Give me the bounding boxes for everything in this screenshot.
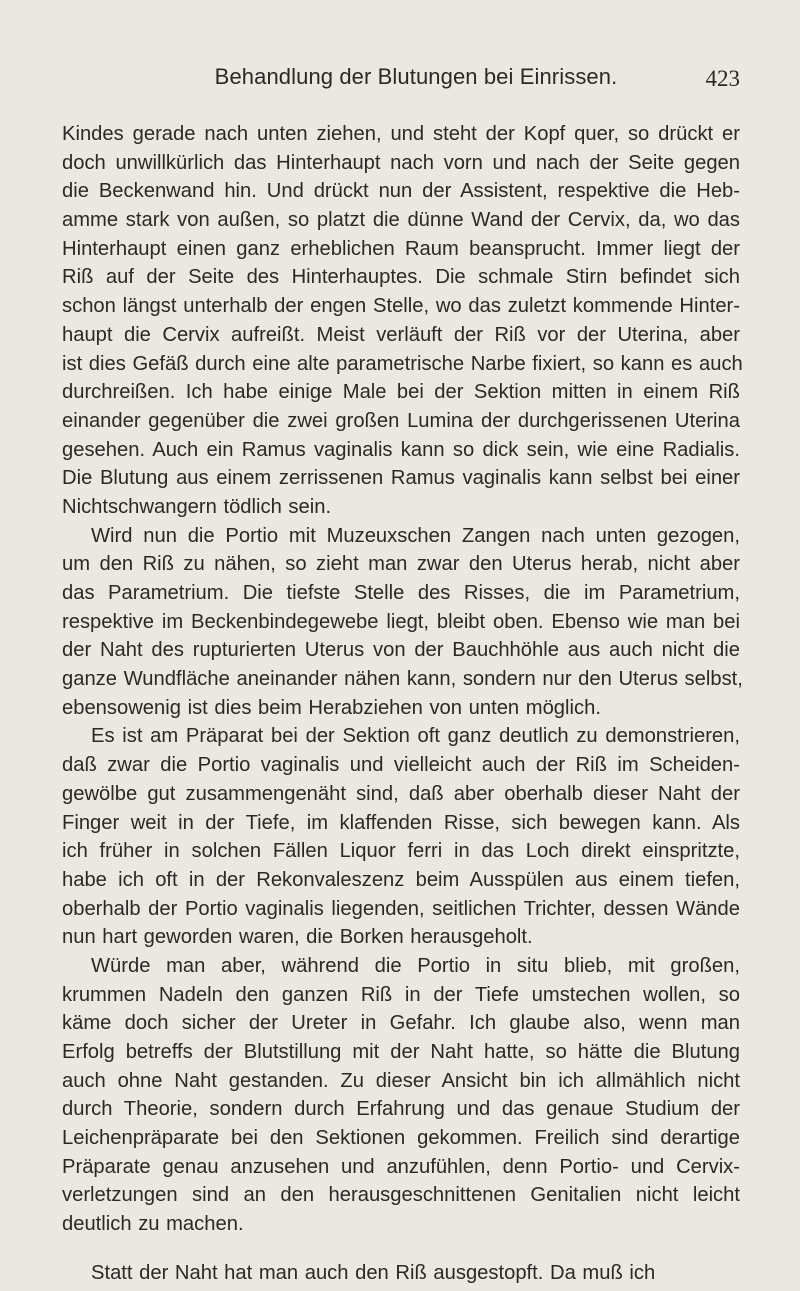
text-line: ebensowenig ist dies beim Herabziehen von unten möglich. <box>62 696 601 719</box>
text-line: oberhalb der Portio vaginalis liegenden, seitlichen Trichter, dessen Wände <box>62 897 740 920</box>
paragraph-gap <box>62 1239 740 1259</box>
text-line: deutlich zu machen. <box>62 1213 244 1236</box>
paragraph <box>62 522 743 723</box>
text-line: krummen Nadeln den ganzen Riß in der Tiefe umstechen wollen, so <box>62 983 740 1006</box>
text-line: der Naht des rupturierten Uterus von der Bauchhöhle aus auch nicht die <box>62 639 740 662</box>
text-line: doch unwillkürlich das Hinterhaupt nach vorn und nach der Seite gegen <box>62 151 740 174</box>
text-line: das Parametrium. Die tiefste Stelle des Risses, die im Parametrium, <box>62 582 740 604</box>
text-line: die Beckenwand hin. Und drückt nun der Assistent, respektive die Heb- <box>62 180 740 203</box>
text-line: Hinterhaupt einen ganz erheblichen Raum beansprucht. Immer liegt der <box>62 237 740 260</box>
text-line: ganze Wundfläche aneinander nähen kann, sondern nur den Uterus selbst, <box>62 668 743 691</box>
body-text <box>62 120 743 1288</box>
text-line: daß zwar die Portio vaginalis und vielleicht auch der Riß im Scheiden- <box>62 754 740 777</box>
paragraph <box>62 722 740 952</box>
text-line: nun hart geworden waren, die Borken herausgeholt. <box>62 926 533 949</box>
text-line: käme doch sicher der Ureter in Gefahr. Ich glaube also, wenn man <box>62 1012 740 1035</box>
text-line: Es ist am Präparat bei der Sektion oft ganz deutlich zu demonstrieren, <box>91 725 740 748</box>
text-line: Kindes gerade nach unten ziehen, und steht der Kopf quer, so drückt er <box>62 123 740 145</box>
text-line: habe ich oft in der Rekonvaleszenz beim Ausspülen aus einem tiefen, <box>62 868 740 891</box>
text-line: auch ohne Naht gestanden. Zu dieser Ansicht bin ich allmählich nicht <box>62 1069 740 1092</box>
text-line: Leichenpräparate bei den Sektionen gekommen. Freilich sind derartige <box>62 1127 740 1150</box>
text-line: ist dies Gefäß durch eine alte parametrische Narbe fixiert, so kann es auch <box>62 352 743 375</box>
running-title: Behandlung der Blutungen bei Einrissen. <box>214 64 618 89</box>
paragraph <box>62 120 743 522</box>
text-line: gesehen. Auch ein Ramus vaginalis kann so dick sein, wie eine Radialis. <box>62 438 740 461</box>
text-line: Statt der Naht hat man auch den Riß ausgestopft. Da muß ich <box>91 1261 656 1284</box>
text-line: gewölbe gut zusammengenäht sind, daß aber oberhalb dieser Naht der <box>62 782 740 805</box>
text-line: verletzungen sind an den herausgeschnittenen Genitalien nicht leicht <box>62 1184 740 1207</box>
text-line: Erfolg betreffs der Blutstillung mit der Naht hatte, so hätte die Blutung <box>62 1041 740 1063</box>
text-line: haupt die Cervix aufreißt. Meist verläuft der Riß vor der Uterina, aber <box>62 323 740 346</box>
text-line: Finger weit in der Tiefe, im klaffenden Risse, sich bewegen kann. Als <box>62 811 740 834</box>
text-line: respektive im Beckenbindegewebe liegt, bleibt oben. Ebenso wie man bei <box>62 610 740 633</box>
text-line: Nichtschwangern tödlich sein. <box>62 495 332 518</box>
text-line: amme stark von außen, so platzt die dünne Wand der Cervix, da, wo das <box>62 209 740 232</box>
text-line: ich früher in solchen Fällen Liquor ferri in das Loch direkt einspritzte, <box>62 840 740 863</box>
text-line: einander gegenüber die zwei großen Lumina der durchgerissenen Uterina <box>62 409 740 432</box>
running-header <box>92 62 740 96</box>
text-line: Riß auf der Seite des Hinterhauptes. Die schmale Stirn befindet sich <box>62 266 740 289</box>
page-number: 423 <box>705 66 740 91</box>
text-line: durchreißen. Ich habe einige Male bei der Sektion mitten in einem Riß <box>62 381 740 404</box>
text-line: schon längst unterhalb der engen Stelle, wo das zuletzt kommende Hinter- <box>62 295 740 318</box>
text-line: Würde man aber, während die Portio in situ blieb, mit großen, <box>91 954 740 977</box>
paragraph <box>62 1259 740 1288</box>
text-line: Präparate genau anzusehen und anzufühlen, denn Portio- und Cervix- <box>62 1155 740 1178</box>
paragraph <box>62 952 740 1239</box>
text-line: durch Theorie, sondern durch Erfahrung und das genaue Studium der <box>62 1098 740 1121</box>
text-line: um den Riß zu nähen, so zieht man zwar den Uterus herab, nicht aber <box>62 553 740 576</box>
text-line: Die Blutung aus einem zerrissenen Ramus vaginalis kann selbst bei einer <box>62 467 740 490</box>
text-line: Wird nun die Portio mit Muzeuxschen Zangen nach unten gezogen, <box>91 524 740 547</box>
